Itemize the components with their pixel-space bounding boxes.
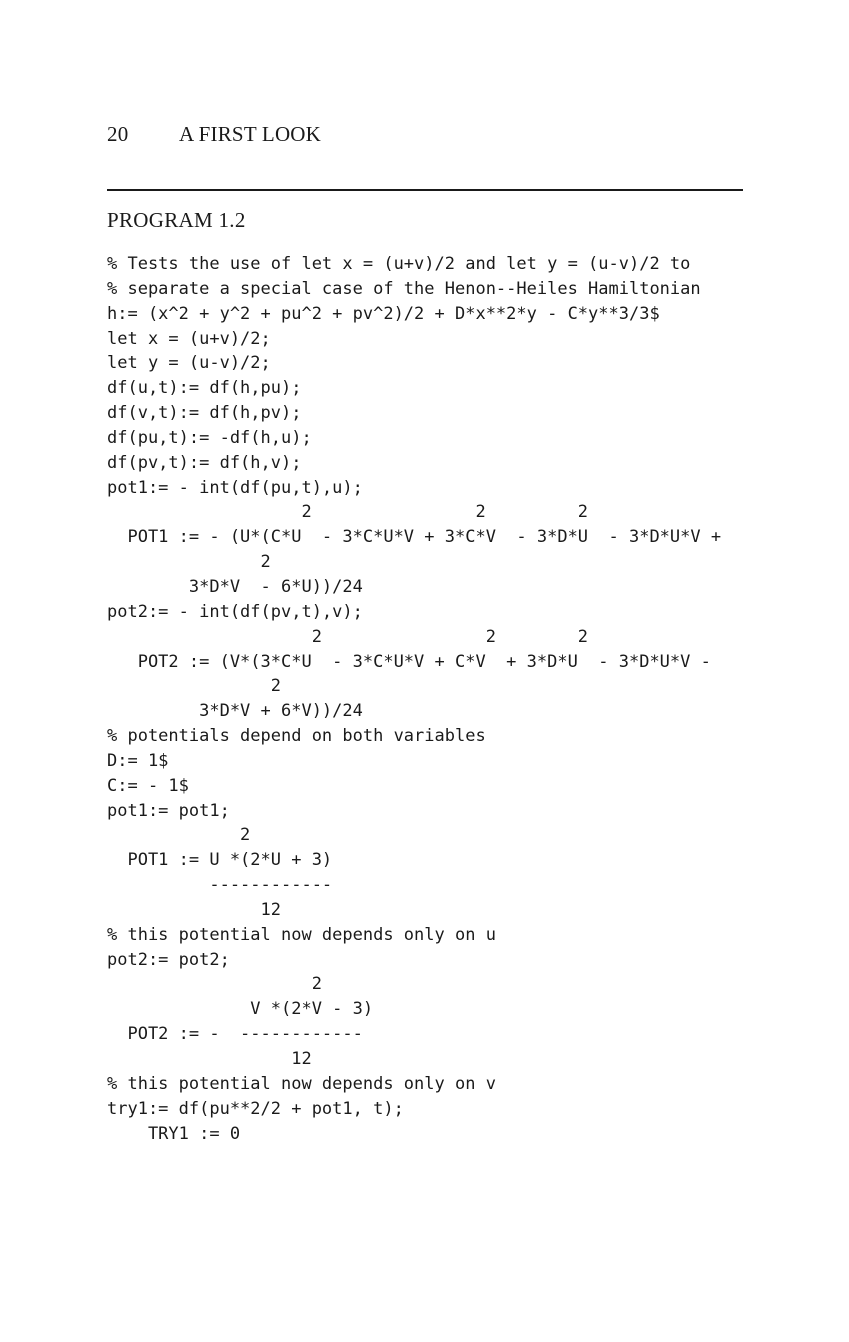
code-line: % potentials depend on both variables — [107, 726, 486, 747]
code-line: % Tests the use of let x = (u+v)/2 and let y = (u-v)/2 to — [107, 254, 691, 274]
code-line: D:= 1$ — [107, 750, 169, 771]
code-line: 3*D*V + 6*V))/24 — [107, 701, 363, 722]
code-line: 12 — [107, 1049, 312, 1069]
code-line: 12 — [107, 899, 281, 920]
code-line: POT1 := U *(2*U + 3) — [107, 850, 333, 871]
program-code — [107, 252, 721, 1146]
code-line: df(u,t):= df(h,pu); — [107, 378, 302, 399]
code-line: pot2:= - int(df(pv,t),v); — [107, 601, 363, 622]
code-line: pot2:= pot2; — [107, 949, 230, 970]
code-line: POT2 := (V*(3*C*U - 3*C*U*V + C*V + 3*D*U - 3*D*U*V - — [107, 651, 711, 672]
running-title: A FIRST LOOK — [179, 122, 322, 146]
code-line: 2 2 2 — [107, 502, 589, 523]
code-line: 2 — [107, 552, 271, 573]
code-line: TRY1 := 0 — [107, 1123, 241, 1144]
code-line: C:= - 1$ — [107, 775, 189, 796]
code-line: ------------ — [107, 875, 333, 896]
code-line: POT2 := - ------------ — [107, 1024, 363, 1045]
code-line: % separate a special case of the Henon--Heiles Hamiltonian — [107, 278, 701, 299]
code-line: % this potential now depends only on u — [107, 924, 496, 945]
code-line: 2 — [107, 825, 251, 846]
code-line: df(v,t):= df(h,pv); — [107, 403, 302, 424]
code-line: 2 — [107, 676, 281, 697]
code-line: pot1:= pot1; — [107, 800, 230, 821]
header-rule — [107, 189, 743, 191]
code-line: h:= (x^2 + y^2 + pu^2 + pv^2)/2 + D*x**2*y - C*y**3/3$ — [107, 303, 660, 324]
page-header — [107, 122, 321, 147]
code-line: 3*D*V - 6*U))/24 — [107, 576, 363, 597]
code-line: df(pu,t):= -df(h,u); — [107, 427, 312, 448]
code-line: 2 2 2 — [107, 626, 589, 647]
code-line: try1:= df(pu**2/2 + pot1, t); — [107, 1098, 404, 1119]
page-number: 20 — [107, 122, 129, 146]
code-line: pot1:= - int(df(pu,t),u); — [107, 477, 363, 498]
code-line: let x = (u+v)/2; — [107, 328, 271, 349]
code-line: % this potential now depends only on v — [107, 1073, 496, 1094]
code-line: V *(2*V - 3) — [107, 999, 374, 1020]
code-line: let y = (u-v)/2; — [107, 353, 271, 374]
code-line: POT1 := - (U*(C*U - 3*C*U*V + 3*C*V - 3*D*U - 3*D*U*V + — [107, 527, 722, 548]
code-line: 2 — [107, 974, 322, 995]
code-line: df(pv,t):= df(h,v); — [107, 452, 302, 473]
program-title: PROGRAM 1.2 — [107, 208, 246, 232]
